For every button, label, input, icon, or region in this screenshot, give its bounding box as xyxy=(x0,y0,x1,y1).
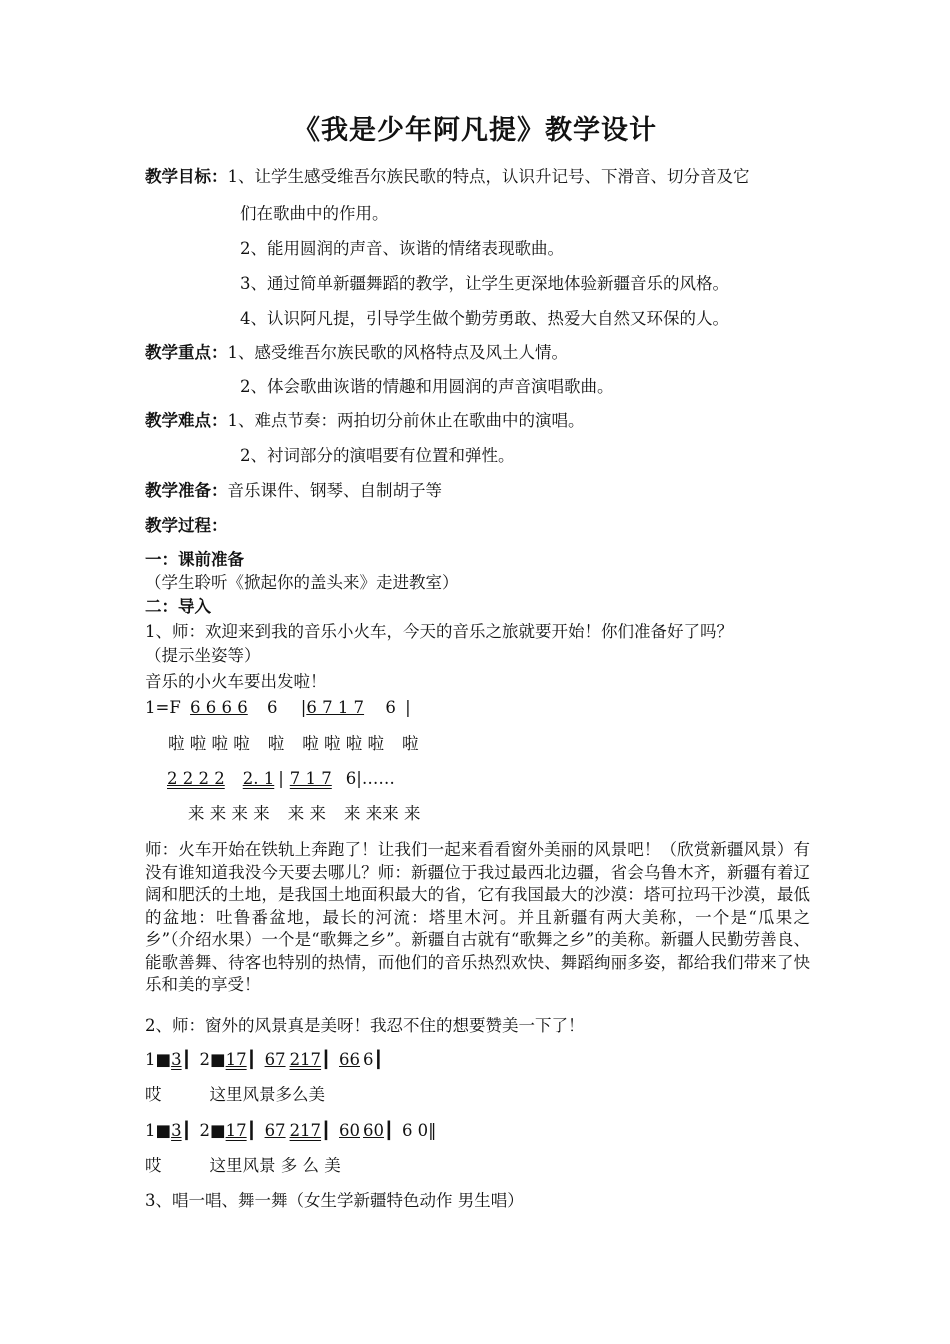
difficulties-item-2: 2、衬词部分的演唱要有位置和弹性。 xyxy=(240,446,515,465)
lyric-line-4: 哎 这里风景 多 么 美 xyxy=(145,1156,341,1175)
keypoints-item-1: 教学重点：1、感受维吾尔族民歌的风格特点及风土人情。 xyxy=(145,343,568,362)
difficulties-label: 教学难点： xyxy=(145,411,228,430)
score-line-3: 1■3┃ 2■17┃ 67 217┃ 66 6┃ xyxy=(145,1050,384,1069)
prep-line: 教学准备：音乐课件、钢琴、自制胡子等 xyxy=(145,481,442,500)
intro-p2: 音乐的小火车要出发啦！ xyxy=(145,672,327,691)
goals-item-2: 2、能用圆润的声音、诙谐的情绪表现歌曲。 xyxy=(240,239,564,258)
goals-item-4: 4、认识阿凡提，引导学生做个勤劳勇敢、热爱大自然又环保的人。 xyxy=(240,309,729,328)
prep-label: 教学准备： xyxy=(145,481,228,500)
intro-p1b: （提示坐姿等） xyxy=(145,646,261,665)
goals-item-1a: 教学目标：1、让学生感受维吾尔族民歌的特点，认识升记号、下滑音、切分音及它 xyxy=(145,167,750,186)
score-line-2: 2 2 2 2 2. 1 | 7 1 7 6|…… xyxy=(167,769,395,788)
intro-p5: 3、唱一唱、舞一舞（女生学新疆特色动作 男生唱） xyxy=(145,1191,524,1210)
intro-p3: 师：火车开始在铁轨上奔跑了！让我们一起来看看窗外美丽的风景吧！（欣赏新疆风景）有没有谁知道我没今天要去哪儿？师：新疆位于我过最西北边疆，省会乌鲁木齐，新疆有着辽阔和肥沃的土地，是我国土地面积最大的省，它有我国最大的沙漠：塔可拉玛干沙漠，最低的盆地：吐鲁番盆地，最长的河流：塔里木河。并且新疆有两大美称，一个是“瓜果之乡”（介绍水果）一个是“歌舞之乡”。新疆自古就有“歌舞之乡”的美称。新疆人民勤劳善良、能歌善舞、待客也特别的热情，而他们的音乐热烈欢快、舞蹈绚丽多姿，都给我们带来了快乐和美的享受！ xyxy=(145,840,810,994)
lyric-line-3: 哎 这里风景多么美 xyxy=(145,1085,325,1104)
score-line-1: 1=F 6 6 6 6 6 |6 7 1 7 6 | xyxy=(145,698,411,717)
intro-p4: 2、师：窗外的风景真是美呀！我忍不住的想要赞美一下了！ xyxy=(145,1016,585,1035)
section1-note: （学生聆听《掀起你的盖头来》走进教室） xyxy=(145,573,459,592)
difficulties-item-1: 教学难点：1、难点节奏：两拍切分前休止在歌曲中的演唱。 xyxy=(145,411,585,430)
goals-item-3: 3、通过简单新疆舞蹈的教学，让学生更深地体验新疆音乐的风格。 xyxy=(240,274,729,293)
lyric-line-2: 来 来 来 来 来 来 来 来来 来 xyxy=(188,804,421,823)
score-line-4: 1■3┃ 2■17┃ 67 217┃ 60 60┃ 6 0‖ xyxy=(145,1121,437,1140)
lyric-line-1: 啦 啦 啦 啦 啦 啦 啦 啦 啦 啦 xyxy=(168,734,419,753)
page-title: 《我是少年阿凡提》教学设计 xyxy=(293,115,657,146)
goals-item-1b: 们在歌曲中的作用。 xyxy=(240,204,389,223)
section1-heading: 一：课前准备 xyxy=(145,550,244,569)
process-label: 教学过程： xyxy=(145,516,228,535)
intro-p1: 1、师：欢迎来到我的音乐小火车，今天的音乐之旅就要开始！你们准备好了吗？ xyxy=(145,622,733,641)
section2-heading: 二：导入 xyxy=(145,597,211,616)
keypoints-label: 教学重点： xyxy=(145,343,228,362)
keypoints-item-2: 2、体会歌曲诙谐的情趣和用圆润的声音演唱歌曲。 xyxy=(240,377,614,396)
goals-label: 教学目标： xyxy=(145,167,228,186)
